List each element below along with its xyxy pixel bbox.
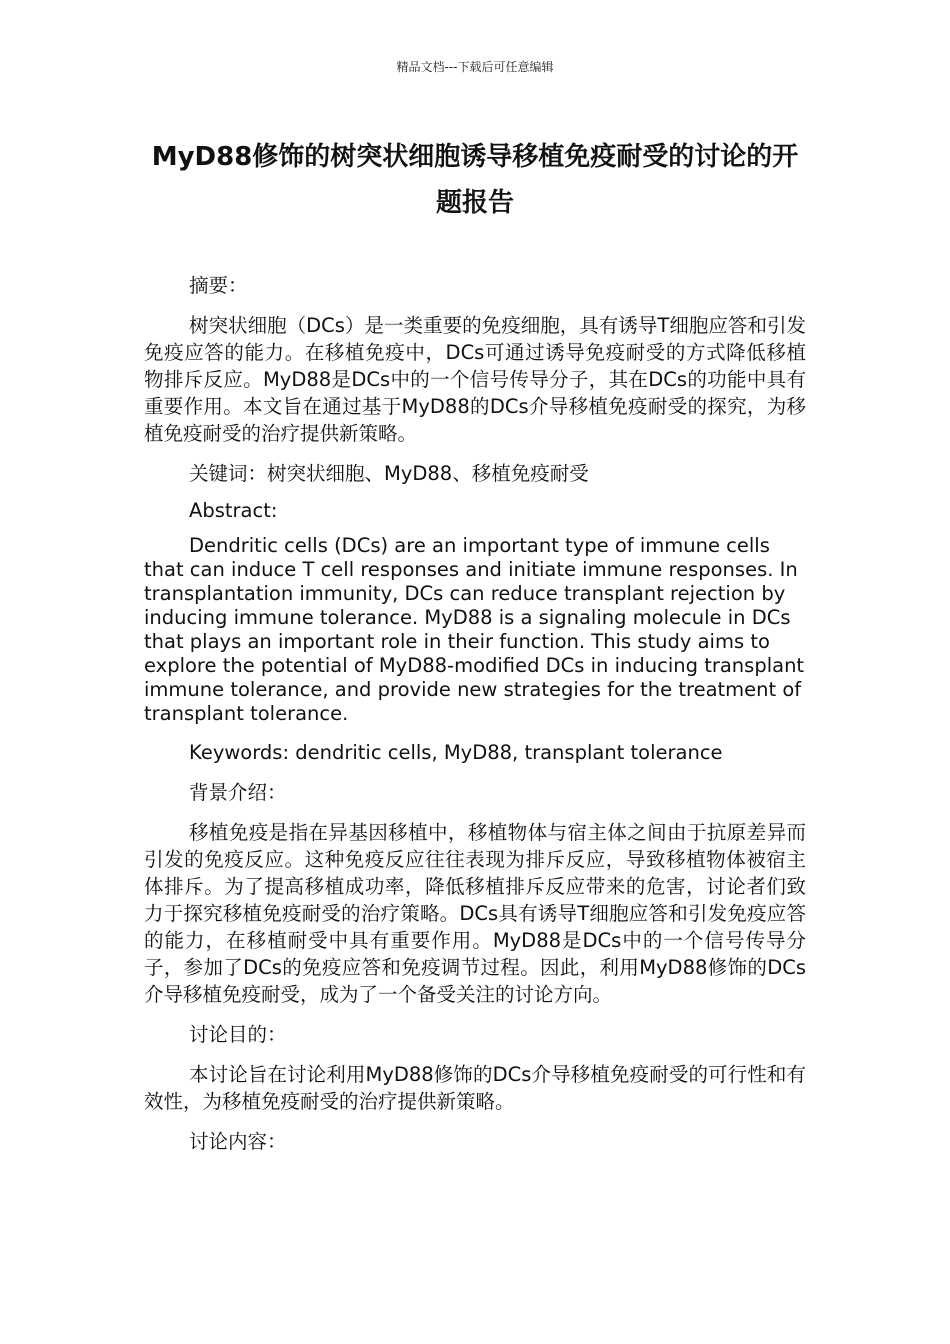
page-header-note: 精品文档---下载后可任意编辑 bbox=[396, 60, 554, 74]
document-title: MyD88修饰的树突状细胞诱导移植免疫耐受的讨论的开题报告 bbox=[151, 142, 799, 218]
abstract-en-heading: Abstract: bbox=[189, 499, 278, 522]
background-heading: 背景介绍： bbox=[189, 781, 287, 804]
keywords-cn: 关键词：树突状细胞、MyD88、移植免疫耐受 bbox=[189, 462, 589, 485]
purpose-heading: 讨论目的： bbox=[189, 1023, 287, 1046]
abstract-paragraph-en: Dendritic cells (DCs) are an important type of immune cells that can induce T cell responses and initiate immune responses. In transplantation immunity, DCs can reduce transplant rejection by inducing immune tolerance. MyD88 is a signaling molecule in DCs that plays an important role in their function. This study aims to explore the potential of MyD88-modified DCs in inducing transplant immune tolerance, and provide new strategies for the treatment of transplant tolerance. bbox=[144, 534, 805, 725]
background-paragraph: 移植免疫是指在异基因移植中，移植物体与宿主体之间由于抗原差异而引发的免疫反应。这种免疫反应往往表现为排斥反应，导致移植物体被宿主体排斥。为了提高移植成功率，降低移植排斥反应带来的危害，讨论者们致力于探究移植免疫耐受的治疗策略。DCs具有诱导T细胞应答和引发免疫应答的能力，在移植耐受中具有重要作用。MyD88是DCs中的一个信号传导分子，参加了DCs的免疫应答和免疫调节过程。因此，利用MyD88修饰的DCs介导移植免疫耐受，成为了一个备受关注的讨论方向。 bbox=[144, 821, 806, 1006]
keywords-en: Keywords: dendritic cells, MyD88, transplant tolerance bbox=[189, 741, 723, 764]
abstract-paragraph-cn: 树突状细胞（DCs）是一类重要的免疫细胞，具有诱导T细胞应答和引发免疫应答的能力。在移植免疫中，DCs可通过诱导免疫耐受的方式降低移植物排斥反应。MyD88是DCs中的一个信号传导分子，其在DCs的功能中具有重要作用。本文旨在通过基于MyD88的DCs介导移植免疫耐受的探究，为移植免疫耐受的治疗提供新策略。 bbox=[144, 314, 806, 445]
document-body bbox=[144, 272, 806, 1155]
abstract-heading: 摘要： bbox=[189, 274, 248, 297]
content-heading: 讨论内容： bbox=[189, 1130, 287, 1153]
purpose-paragraph: 本讨论旨在讨论利用MyD88修饰的DCs介导移植免疫耐受的可行性和有效性，为移植免疫耐受的治疗提供新策略。 bbox=[144, 1063, 806, 1113]
